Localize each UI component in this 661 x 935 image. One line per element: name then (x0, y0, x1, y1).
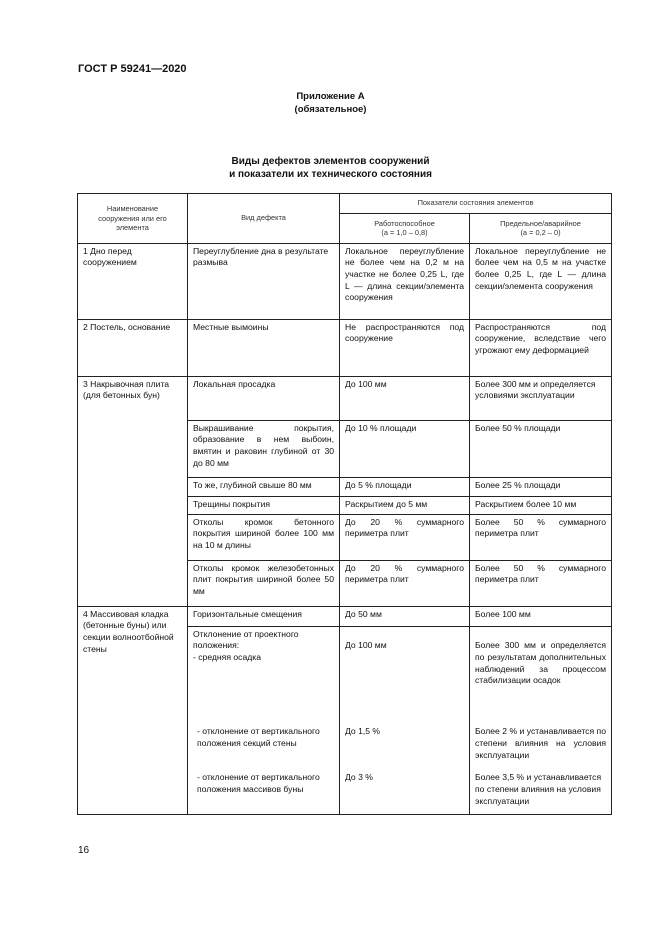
defect-cell: Отколы кромок бетонного покрытия шириной более 100 мм на 10 м длины (188, 514, 340, 560)
header-working-range: (a = 1,0 – 0,8) (381, 228, 428, 238)
critical-cell: Более 2 % и устанавливается по степени влияния на условия эксплуатации (470, 722, 612, 768)
critical-cell: Распространяются под сооружение, вследствие чего угрожают ему деформацией (470, 319, 612, 376)
table-row (78, 376, 612, 420)
defect-cell: Локальная просадка (188, 376, 340, 420)
defect-heading: Отклонение от проектного положения: (193, 628, 299, 651)
defect-cell: То же, глубиной свыше 80 мм (188, 477, 340, 496)
critical-cell: Раскрытием более 10 мм (470, 496, 612, 514)
title-line-2: и показатели их технического состояния (229, 169, 432, 180)
element-cell: 2 Постель, основание (78, 319, 188, 376)
working-cell (340, 626, 470, 722)
header-critical-label: Предельное/аварийное (500, 219, 581, 228)
critical-cell (470, 626, 612, 722)
working-cell: До 10 % площади (340, 420, 470, 477)
critical-cell: Более 100 мм (470, 606, 612, 626)
working-value: До 100 мм (345, 640, 387, 651)
header-critical-range: (a = 0,2 – 0) (520, 228, 561, 238)
element-cell: 1 Дно перед сооружением (78, 243, 188, 319)
critical-cell: Более 3,5 % и устанавливается по степени влияния на условия эксплуатации (470, 768, 612, 814)
title-line-1: Виды дефектов элементов сооружений (231, 156, 430, 167)
defect-cell: Отколы кромок железобетонных плит покрытия шириной более 50 мм (188, 560, 340, 606)
defect-cell: Выкрашивание покрытия, образование в нем выбоин, вмятин и раковин глубиной от 30 до 80 мм (188, 420, 340, 477)
header-working (340, 214, 470, 244)
table-row (78, 319, 612, 376)
critical-value: Более 300 мм и определяется по результатам дополнительных наблюдений за процессом стабилизации осадок (475, 640, 606, 686)
header-critical (470, 214, 612, 244)
working-cell: До 3 % (340, 768, 470, 814)
working-cell: До 1,5 % (340, 722, 470, 768)
document-header: ГОСТ Р 59241—2020 (78, 63, 187, 75)
page-number: 16 (78, 845, 90, 856)
critical-cell: Локальное переуглубление не более чем на 0,5 м на участке более 0,25 L, где L — длина секции/элемента сооружения (470, 243, 612, 319)
header-indicators: Показатели состояния элементов (340, 194, 612, 214)
element-cell: 4 Массивовая кладка (бетонные буны) или секции волноотбойной стены (78, 606, 188, 814)
defect-cell: - отклонение от вертикального положения секций стены (188, 722, 340, 768)
defects-table (77, 193, 612, 815)
critical-cell: Более 50 % суммарного периметра плит (470, 560, 612, 606)
working-cell: До 20 % суммарного периметра плит (340, 514, 470, 560)
working-cell: Локальное переуглубление не более чем на 0,2 м на участке не более 0,25 L, где L — длина секции/элемента сооружения (340, 243, 470, 319)
table-row (78, 606, 612, 626)
appendix-title: Приложение А (296, 91, 365, 102)
appendix-heading (0, 90, 661, 116)
critical-cell: Более 300 мм и определяется условиями эксплуатации (470, 376, 612, 420)
defect-cell (188, 626, 340, 722)
working-cell: До 100 мм (340, 376, 470, 420)
defect-cell: Переуглубление дна в результате размыва (188, 243, 340, 319)
element-cell: 3 Накрывочная плита (для бетонных бун) (78, 376, 188, 606)
document-title (0, 155, 661, 181)
header-element: Наименование сооружения или его элемента (78, 194, 188, 244)
defect-cell: Местные вымоины (188, 319, 340, 376)
working-cell: До 20 % суммарного периметра плит (340, 560, 470, 606)
defect-cell: Трещины покрытия (188, 496, 340, 514)
working-cell: Не распространяются под сооружение (340, 319, 470, 376)
working-cell: Раскрытием до 5 мм (340, 496, 470, 514)
defect-subitem: - средняя осадка (193, 652, 261, 662)
table-row (78, 243, 612, 319)
header-defect: Вид дефекта (188, 194, 340, 244)
critical-cell: Более 25 % площади (470, 477, 612, 496)
critical-cell: Более 50 % суммарного периметра плит (470, 514, 612, 560)
appendix-status: (обязательное) (294, 104, 367, 115)
header-working-label: Работоспособное (374, 219, 435, 228)
defect-cell: Горизонтальные смещения (188, 606, 340, 626)
working-cell: До 50 мм (340, 606, 470, 626)
critical-cell: Более 50 % площади (470, 420, 612, 477)
working-cell: До 5 % площади (340, 477, 470, 496)
defect-cell: - отклонение от вертикального положения массивов буны (188, 768, 340, 814)
